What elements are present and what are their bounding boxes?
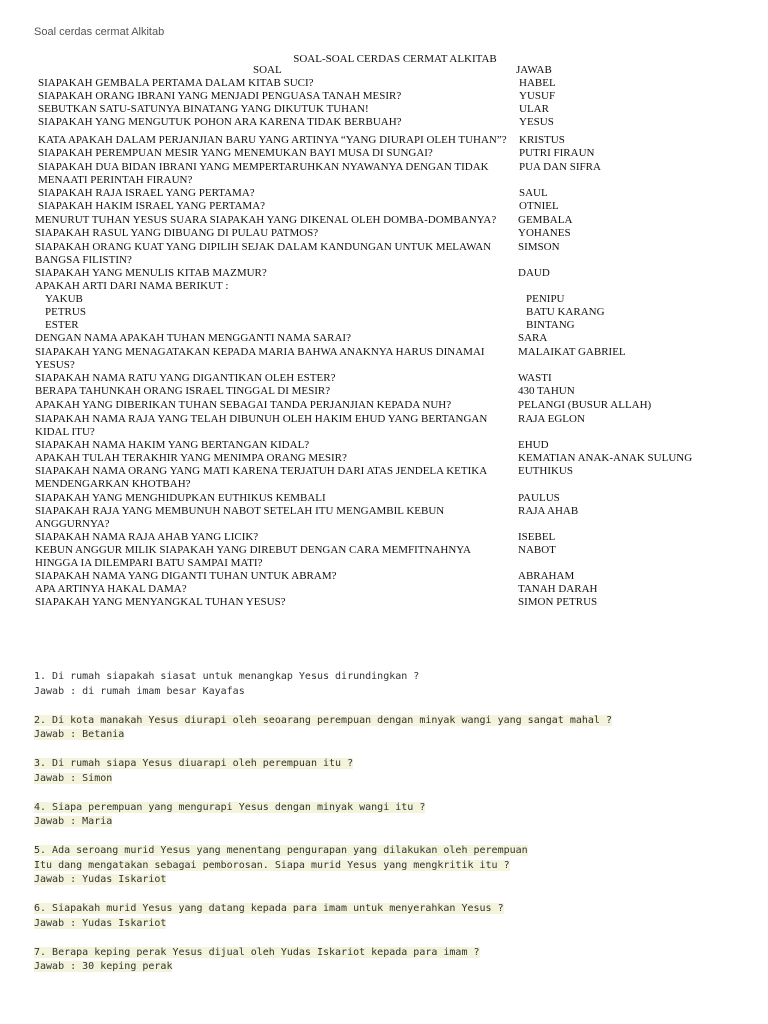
- question-text: APAKAH ARTI DARI NAMA BERIKUT :: [35, 280, 229, 292]
- answer-text: PENIPU: [526, 293, 565, 305]
- quiz-question: 3. Di rumah siapa Yesus diuarapi oleh perempuan itu ?: [34, 758, 354, 769]
- qa-row: [0, 346, 768, 372]
- question-text: SIAPAKAH YANG MENGHIDUPKAN EUTHIKUS KEMBALI: [35, 492, 326, 504]
- question-text: SIAPAKAH PEREMPUAN MESIR YANG MENEMUKAN BAYI MUSA DI SUNGAI?: [38, 147, 433, 159]
- question-text: SEBUTKAN SATU-SATUNYA BINATANG YANG DIKUTUK TUHAN!: [38, 103, 369, 115]
- question-text: DENGAN NAMA APAKAH TUHAN MENGGANTI NAMA SARAI?: [35, 332, 351, 344]
- column-header-soal: SOAL: [253, 64, 282, 76]
- qa-row: [0, 116, 768, 129]
- qa-row: [0, 293, 768, 306]
- qa-row: [0, 77, 768, 90]
- answer-text: YOHANES: [518, 227, 571, 239]
- qa-row: [0, 187, 768, 200]
- quiz-answer: Jawab : 30 keping perak: [34, 961, 173, 972]
- quiz-question: 2. Di kota manakah Yesus diurapi oleh seoarang perempuan dengan minyak wangi yang sangat mahal ?: [34, 714, 612, 726]
- qa-row: [0, 570, 768, 583]
- question-text: APAKAH TULAH TERAKHIR YANG MENIMPA ORANG MESIR?: [35, 452, 347, 464]
- qa-row: [0, 465, 768, 491]
- question-text: SIAPAKAH DUA BIDAN IBRANI YANG MEMPERTARUHKAN NYAWANYA DENGAN TIDAK MENAATI PERINTAH FIRAUN?: [38, 161, 489, 186]
- answer-text: SIMON PETRUS: [518, 596, 598, 608]
- qa-row: [0, 267, 768, 280]
- answer-text: EHUD: [518, 439, 549, 451]
- question-text: BERAPA TAHUNKAH ORANG ISRAEL TINGGAL DI MESIR?: [35, 385, 331, 397]
- qa-row: [0, 319, 768, 332]
- qa-row: [0, 103, 768, 116]
- qa-row: [0, 452, 768, 465]
- quiz-item: [34, 902, 734, 931]
- qa-row: [0, 134, 768, 147]
- answer-text: RAJA AHAB: [518, 505, 579, 517]
- answer-text: SARA: [518, 332, 548, 344]
- question-text: SIAPAKAH ORANG IBRANI YANG MENJADI PENGUASA TANAH MESIR?: [38, 90, 402, 102]
- answer-text: PUA DAN SIFRA: [519, 161, 601, 173]
- quiz-answer: Jawab : Simon: [34, 772, 113, 784]
- qa-row: [0, 439, 768, 452]
- quiz-item: [34, 801, 734, 830]
- answer-text: PUTRI FIRAUN: [519, 147, 595, 159]
- qa-row: [0, 505, 768, 531]
- answer-text: MALAIKAT GABRIEL: [518, 346, 626, 358]
- question-text: KATA APAKAH DALAM PERJANJIAN BARU YANG ARTINYA “YANG DIURAPI OLEH TUHAN”?: [38, 134, 507, 146]
- qa-row: [0, 413, 768, 439]
- sheet-title: SOAL-SOAL CERDAS CERMAT ALKITAB: [293, 53, 497, 65]
- question-text: APA ARTINYA HAKAL DAMA?: [35, 583, 187, 595]
- answer-text: OTNIEL: [519, 200, 559, 212]
- answer-text: SAUL: [519, 187, 548, 199]
- quiz-list: [34, 670, 734, 989]
- quiz-question: 4. Siapa perempuan yang mengurapi Yesus dengan minyak wangi itu ?: [34, 801, 426, 813]
- quiz-item: [34, 714, 734, 743]
- qa-row: [0, 372, 768, 385]
- question-text: MENURUT TUHAN YESUS SUARA SIAPAKAH YANG DIKENAL OLEH DOMBA-DOMBANYA?: [35, 214, 497, 226]
- qa-row: [0, 583, 768, 596]
- qa-row: [0, 399, 768, 412]
- qa-row: [0, 596, 768, 609]
- qa-row: [0, 214, 768, 227]
- quiz-answer: Jawab : Maria: [34, 816, 113, 827]
- quiz-answer: Jawab : Yudas Iskariot: [34, 874, 167, 885]
- answer-text: RAJA EGLON: [518, 413, 585, 425]
- question-text: SIAPAKAH NAMA RATU YANG DIGANTIKAN OLEH ESTER?: [35, 372, 336, 384]
- answer-text: SIMSON: [518, 241, 560, 253]
- qa-row: [0, 241, 768, 267]
- qa-row: [0, 306, 768, 319]
- question-text: SIAPAKAH RAJA YANG MEMBUNUH NABOT SETELAH ITU MENGAMBIL KEBUN ANGGURNYA?: [35, 505, 445, 530]
- question-text: SIAPAKAH YANG MENYANGKAL TUHAN YESUS?: [35, 596, 286, 608]
- question-text: SIAPAKAH NAMA ORANG YANG MATI KARENA TERJATUH DARI ATAS JENDELA KETIKA MENDENGARKAN KHOTBAH?: [35, 465, 487, 490]
- question-text: SIAPAKAH ORANG KUAT YANG DIPILIH SEJAK DALAM KANDUNGAN UNTUK MELAWAN BANGSA FILISTIN?: [35, 241, 492, 266]
- qa-row: [0, 161, 768, 187]
- qa-row: [0, 332, 768, 345]
- quiz-answer: Jawab : di rumah imam besar Kayafas: [34, 685, 245, 697]
- quiz-question: 7. Berapa keping perak Yesus dijual oleh Yudas Iskariot kepada para imam ?: [34, 946, 480, 958]
- question-text: SIAPAKAH NAMA HAKIM YANG BERTANGAN KIDAL?: [35, 439, 310, 451]
- question-text: SIAPAKAH HAKIM ISRAEL YANG PERTAMA?: [38, 200, 266, 212]
- quiz-item: [34, 946, 734, 975]
- answer-text: DAUD: [518, 267, 550, 279]
- quiz-question: 6. Siapakah murid Yesus yang datang kepada para imam untuk menyerahkan Yesus ?: [34, 903, 504, 914]
- quiz-question: 5. Ada seroang murid Yesus yang menentang pengurapan yang dilakukan oleh perempuan: [34, 845, 528, 856]
- quiz-question: 1. Di rumah siapakah siasat untuk menangkap Yesus dirundingkan ?: [34, 671, 420, 682]
- question-text: SIAPAKAH YANG MENULIS KITAB MAZMUR?: [35, 267, 267, 279]
- answer-text: [518, 280, 718, 293]
- answer-text: HABEL: [519, 77, 556, 89]
- quiz-item: [34, 757, 734, 786]
- answer-text: PELANGI (BUSUR ALLAH): [518, 399, 652, 411]
- answer-text: ULAR: [519, 103, 549, 115]
- quiz-answer: Jawab : Betania: [34, 729, 125, 740]
- answer-text: EUTHIKUS: [518, 465, 573, 477]
- answer-text: 430 TAHUN: [518, 385, 575, 397]
- answer-text: NABOT: [518, 544, 556, 556]
- answer-text: KRISTUS: [519, 134, 565, 146]
- qa-rows: [0, 77, 768, 609]
- question-text: SIAPAKAH RASUL YANG DIBUANG DI PULAU PATMOS?: [35, 227, 319, 239]
- quiz-item: [34, 670, 734, 699]
- qa-row: [0, 227, 768, 240]
- answer-text: BINTANG: [526, 319, 575, 331]
- qa-row: [0, 147, 768, 160]
- question-text: PETRUS: [45, 306, 86, 318]
- qa-row: [0, 531, 768, 544]
- answer-text: YUSUF: [519, 90, 556, 102]
- qa-row: [0, 90, 768, 103]
- question-text: SIAPAKAH NAMA YANG DIGANTI TUHAN UNTUK ABRAM?: [35, 570, 337, 582]
- qa-row: [0, 492, 768, 505]
- answer-text: KEMATIAN ANAK-ANAK SULUNG: [518, 452, 693, 464]
- question-text: KEBUN ANGGUR MILIK SIAPAKAH YANG DIREBUT DENGAN CARA MEMFITNAHNYA HINGGA IA DILEMPARI BATU SAMPAI MATI?: [35, 544, 471, 569]
- answer-text: ABRAHAM: [518, 570, 575, 582]
- answer-text: YESUS: [519, 116, 554, 128]
- question-text: SIAPAKAH NAMA RAJA AHAB YANG LICIK?: [35, 531, 259, 543]
- answer-text: WASTI: [518, 372, 552, 384]
- question-text: APAKAH YANG DIBERIKAN TUHAN SEBAGAI TANDA PERJANJIAN KEPADA NUH?: [35, 399, 452, 411]
- answer-text: GEMBALA: [518, 214, 573, 226]
- quiz-question: Itu dang mengatakan sebagai pemborosan. Siapa murid Yesus yang mengkritik itu ?: [34, 859, 510, 871]
- answer-text: PAULUS: [518, 492, 560, 504]
- question-text: SIAPAKAH YANG MENAGATAKAN KEPADA MARIA BAHWA ANAKNYA HARUS DINAMAI YESUS?: [35, 346, 485, 371]
- question-text: SIAPAKAH RAJA ISRAEL YANG PERTAMA?: [38, 187, 255, 199]
- qa-row: [0, 200, 768, 213]
- qa-table: [0, 64, 768, 609]
- quiz-answer: Jawab : Yudas Iskariot: [34, 917, 167, 929]
- question-text: SIAPAKAH GEMBALA PERTAMA DALAM KITAB SUCI?: [38, 77, 314, 89]
- answer-text: ISEBEL: [518, 531, 556, 543]
- qa-row: [0, 385, 768, 398]
- qa-table-header: [0, 64, 768, 77]
- answer-text: BATU KARANG: [526, 306, 605, 318]
- qa-row: [0, 280, 768, 293]
- qa-row: [0, 544, 768, 570]
- document-title: Soal cerdas cermat Alkitab: [34, 26, 165, 38]
- question-text: ESTER: [45, 319, 79, 331]
- question-text: SIAPAKAH NAMA RAJA YANG TELAH DIBUNUH OLEH HAKIM EHUD YANG BERTANGAN KIDAL ITU?: [35, 413, 488, 438]
- question-text: YAKUB: [45, 293, 83, 305]
- answer-text: TANAH DARAH: [518, 583, 598, 595]
- column-header-jawab: JAWAB: [516, 64, 552, 76]
- question-text: SIAPAKAH YANG MENGUTUK POHON ARA KARENA TIDAK BERBUAH?: [38, 116, 402, 128]
- quiz-item: [34, 844, 734, 888]
